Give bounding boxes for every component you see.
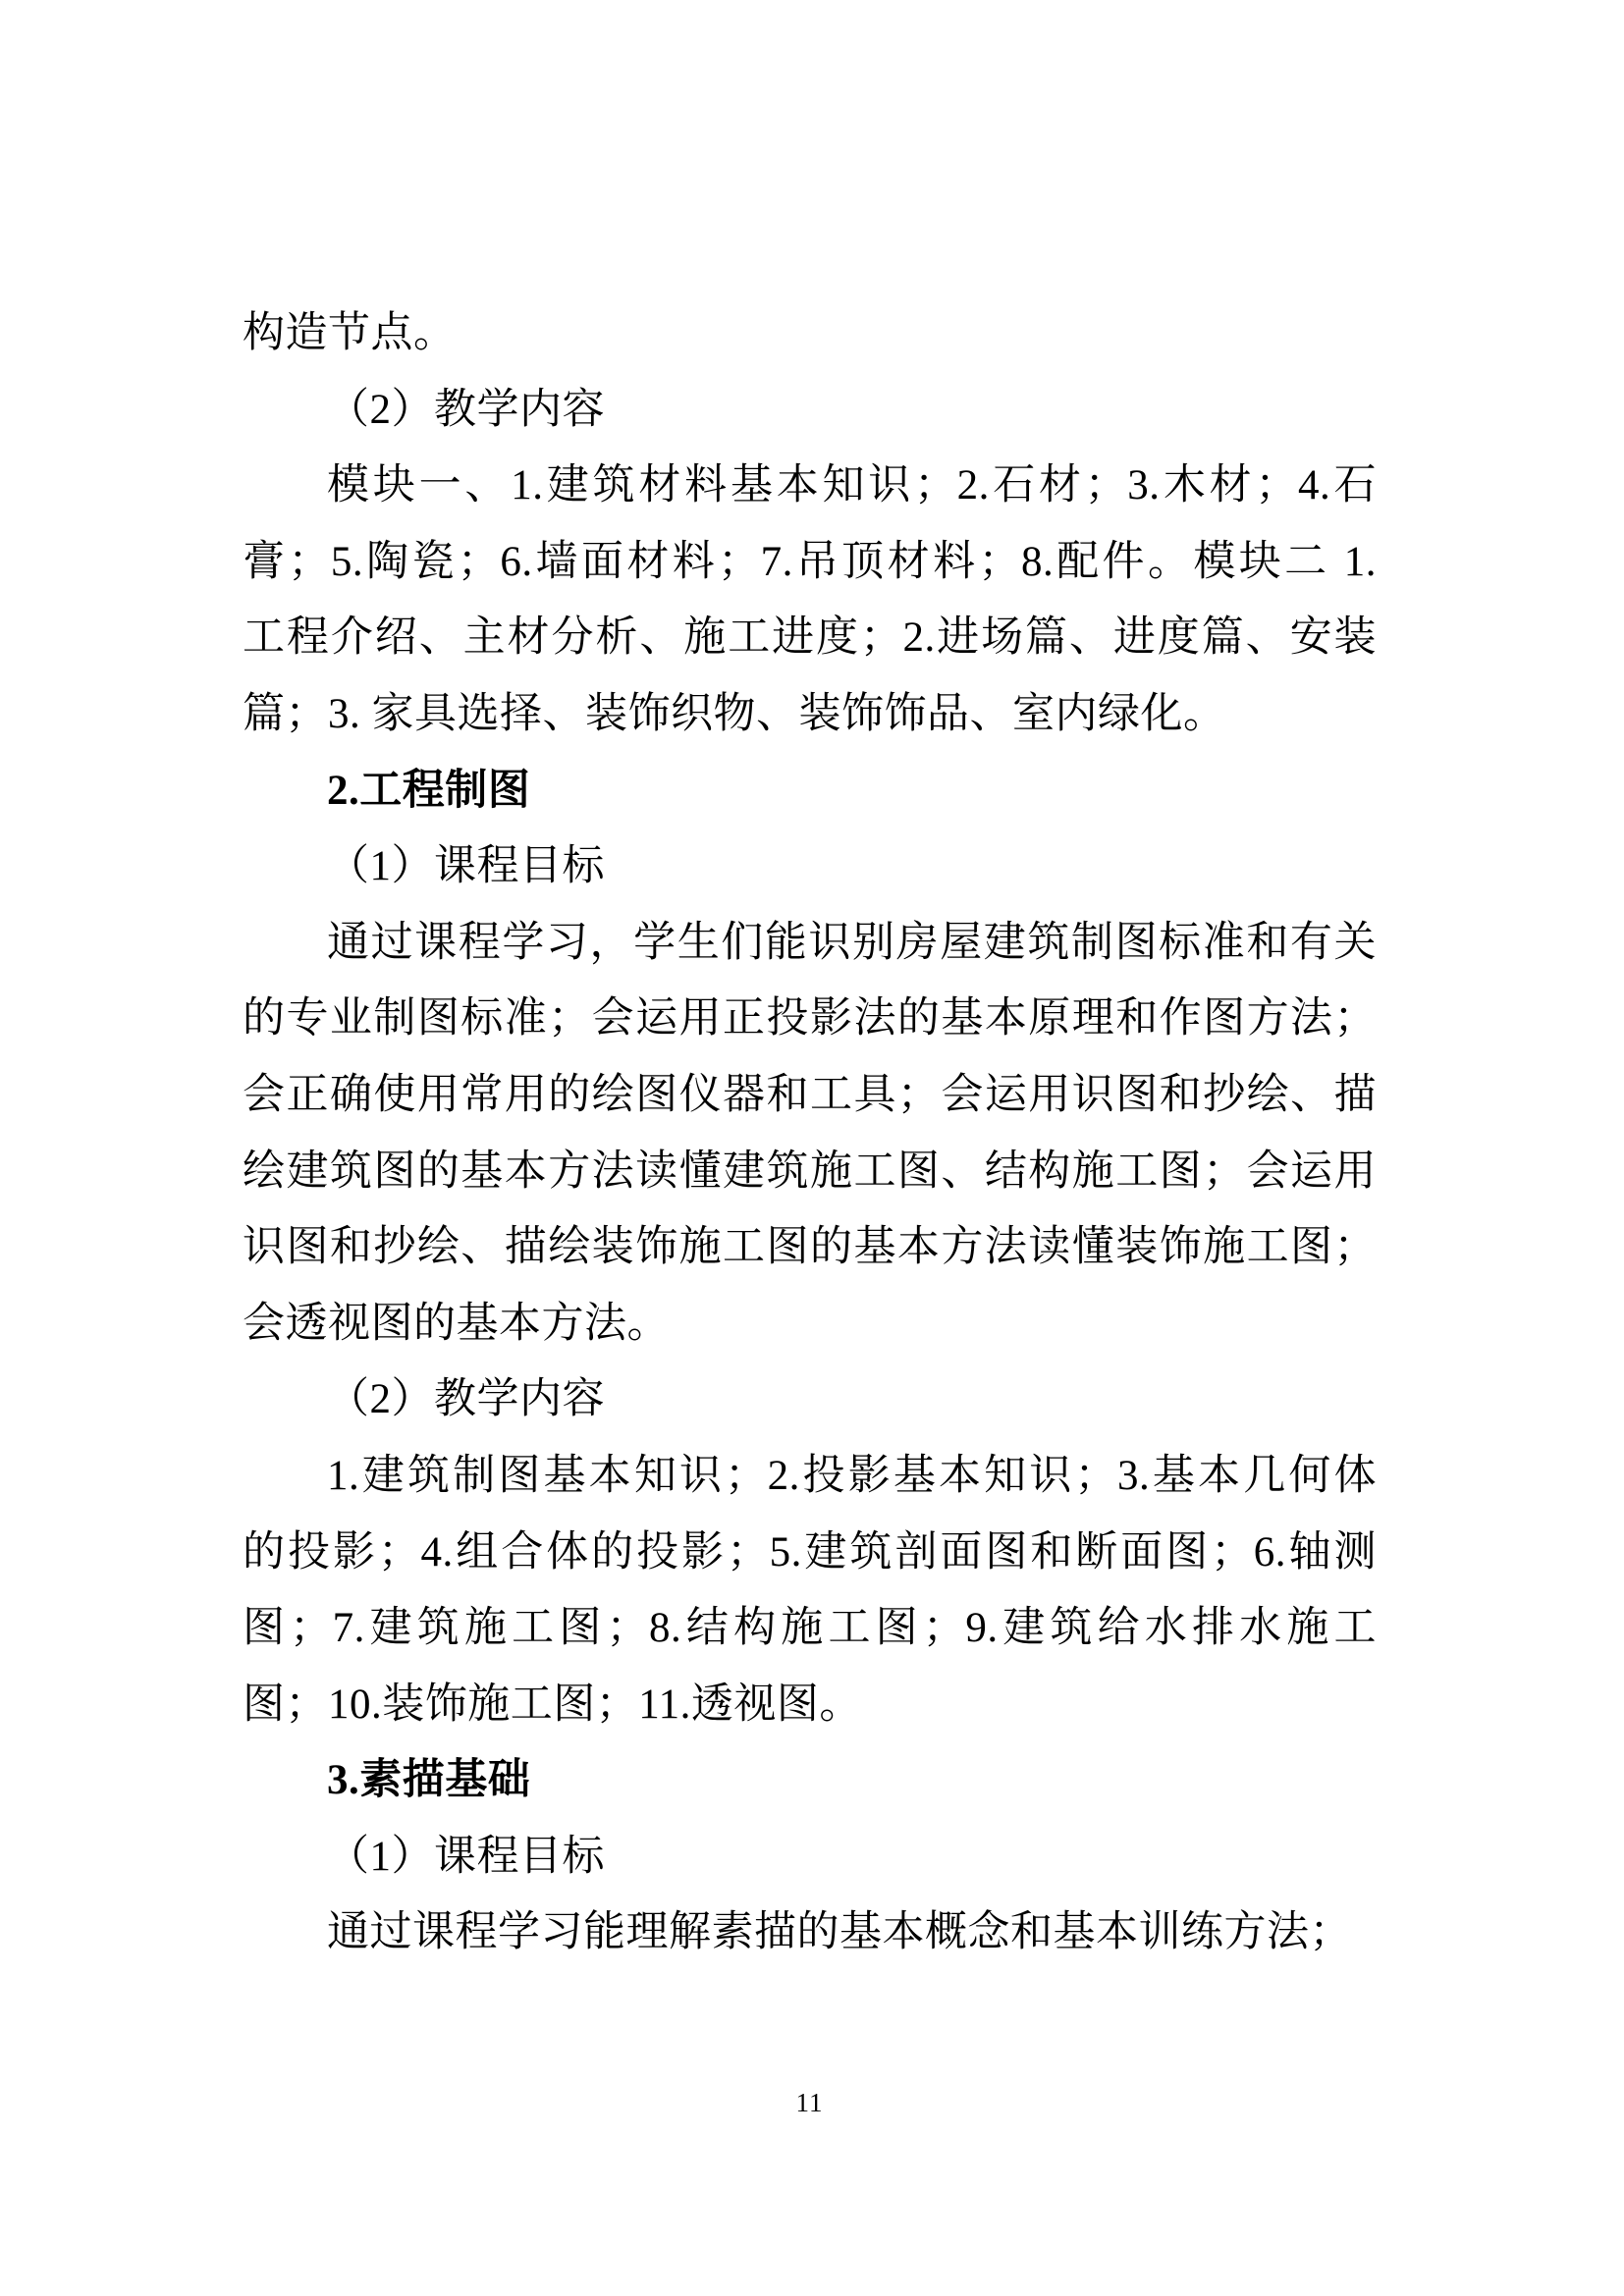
text-line: 的专业制图标准；会运用正投影法的基本原理和作图方法； xyxy=(243,995,1377,1042)
subheading-teaching-content-1: （2）教学内容 xyxy=(327,386,605,433)
text-line: 会正确使用常用的绘图仪器和工具；会运用识图和抄绘、描 xyxy=(243,1071,1377,1118)
subheading-course-objective-2: （1）课程目标 xyxy=(327,1833,605,1880)
text-line: 会透视图的基本方法。 xyxy=(243,1300,670,1347)
text-line: 通过课程学习能理解素描的基本概念和基本训练方法； xyxy=(327,1909,1352,1956)
text-line: 篇；3. 家具选择、装饰织物、装饰饰品、室内绿化。 xyxy=(243,690,1226,737)
text-line: 构造节点。 xyxy=(243,310,457,356)
text-line: 1.建筑制图基本知识；2.投影基本知识；3.基本几何体 xyxy=(327,1452,1377,1499)
subheading-course-objective-1: （1）课程目标 xyxy=(327,843,605,890)
text-line: 图；7.建筑施工图；8.结构施工图；9.建筑给水排水施工 xyxy=(243,1605,1377,1652)
text-line: 的投影；4.组合体的投影；5.建筑剖面图和断面图；6.轴测 xyxy=(243,1528,1377,1575)
text-line: 图；10.装饰施工图；11.透视图。 xyxy=(243,1681,862,1728)
page-number: 11 xyxy=(795,2088,824,2117)
document-body xyxy=(243,295,1377,1971)
text-line: 膏；5.陶瓷；6.墙面材料；7.吊顶材料；8.配件。模块二 1. xyxy=(243,538,1377,585)
subheading-teaching-content-2: （2）教学内容 xyxy=(327,1376,605,1423)
text-line: 通过课程学习，学生们能识别房屋建筑制图标准和有关 xyxy=(327,919,1377,966)
text-line: 模块一、1.建筑材料基本知识；2.石材；3.木材；4.石 xyxy=(327,462,1377,509)
text-line: 识图和抄绘、描绘装饰施工图的基本方法读懂装饰施工图； xyxy=(243,1224,1377,1271)
section-heading-sketch-basics: 3.素描基础 xyxy=(327,1757,531,1804)
text-line: 工程介绍、主材分析、施工进度；2.进场篇、进度篇、安装 xyxy=(243,614,1377,662)
section-heading-engineering-drawing: 2.工程制图 xyxy=(327,767,531,814)
text-line: 绘建筑图的基本方法读懂建筑施工图、结构施工图；会运用 xyxy=(243,1148,1377,1195)
